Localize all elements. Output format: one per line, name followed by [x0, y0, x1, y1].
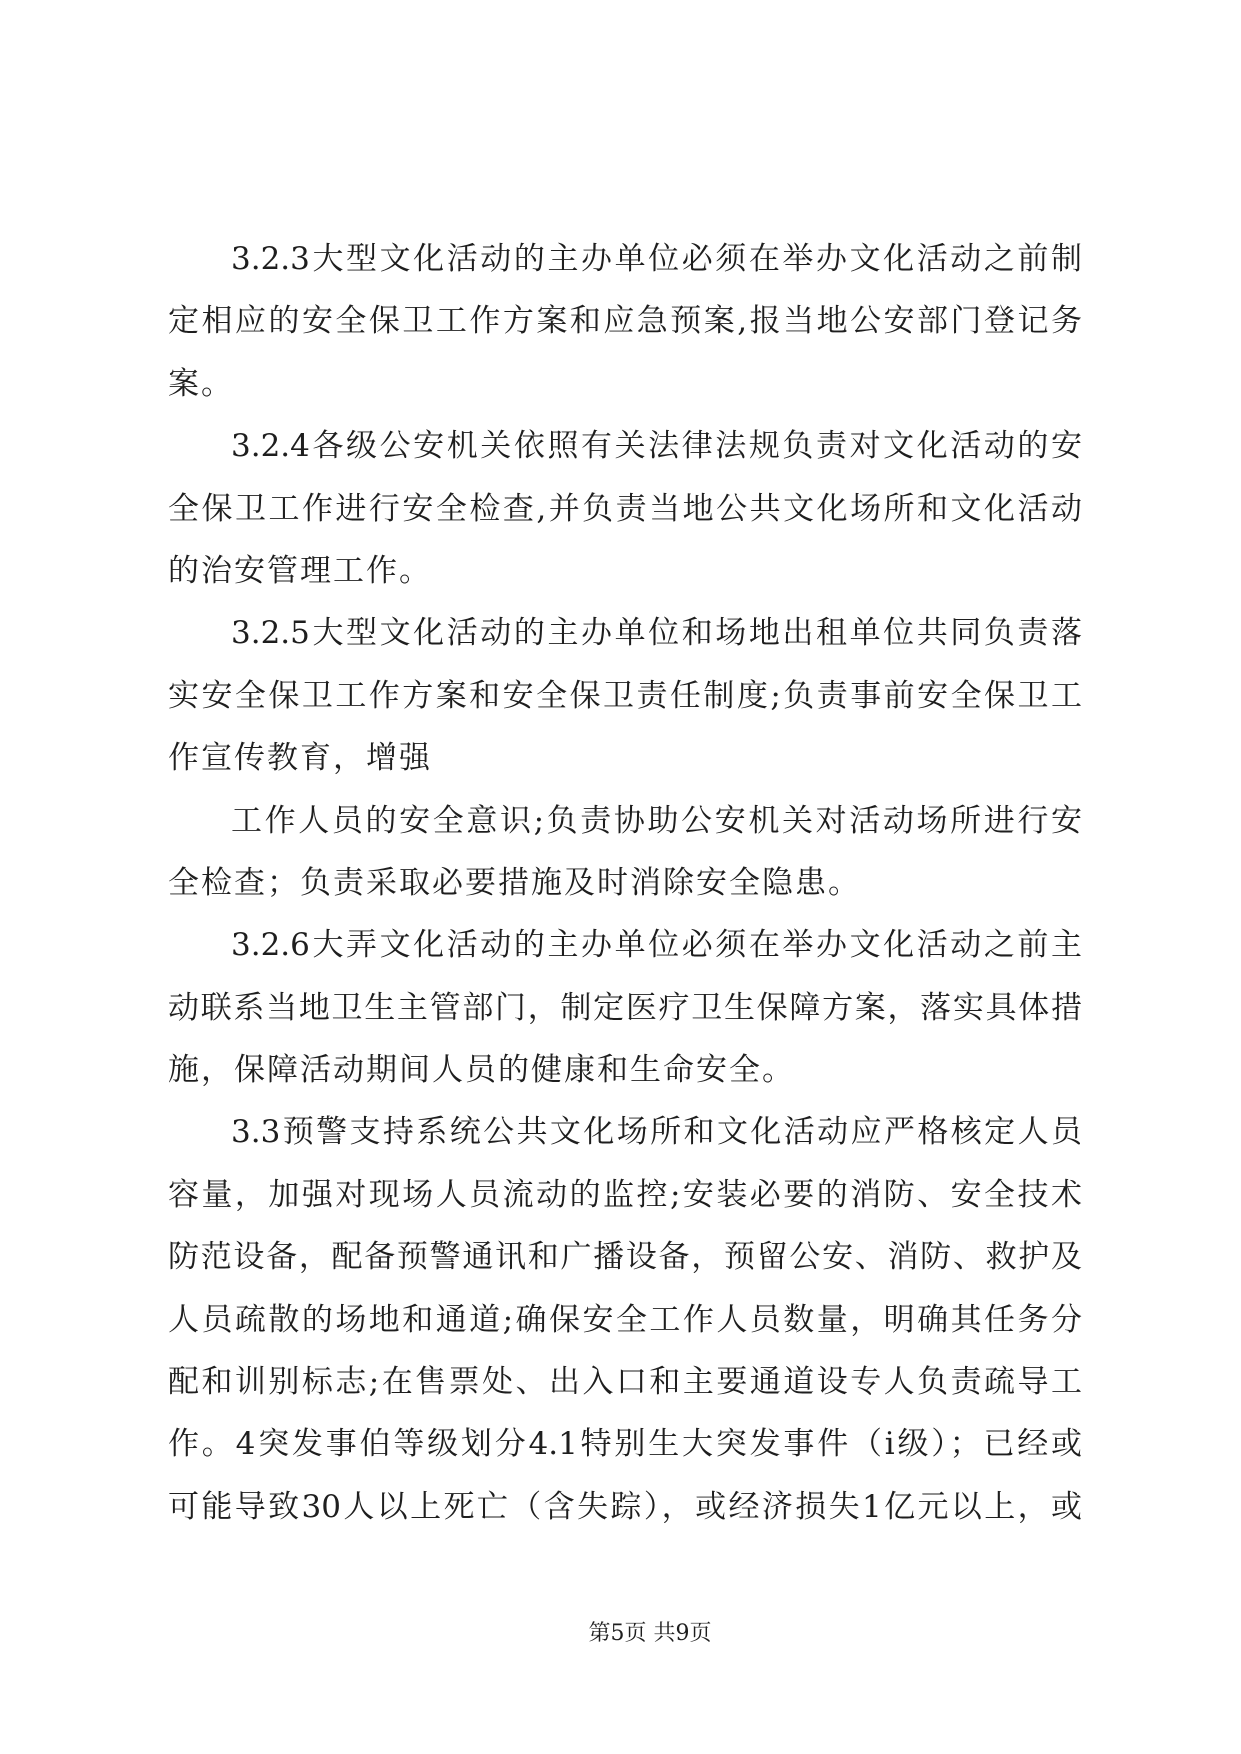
- paragraph-3-2-5-continued: [168, 790, 1082, 915]
- text-line: 3.2.6大弄文化活动的主办单位必须在举办文化活动之前主: [231, 927, 1082, 964]
- text-line: 3.3预警支持系统公共文化场所和文化活动应严格核定人员: [231, 1114, 1082, 1151]
- text-line: 配和训别标志;在售票处、出入口和主要通道设专人负责疏导工: [168, 1364, 1082, 1401]
- text-line: 3.2.3大型文化活动的主办单位必须在举办文化活动之前制: [231, 241, 1082, 277]
- text-line: 施，保障活动期间人员的健康和生命安全。: [168, 1052, 795, 1089]
- paragraph-3-2-4: [168, 415, 1082, 602]
- text-line: 动联系当地卫生主管部门，制定医疗卫生保障方案，落实具体措: [168, 989, 1082, 1026]
- text-line: 的治安管理工作。: [168, 552, 432, 589]
- text-line: 定相应的安全保卫工作方案和应急预案,报当地公安部门登记务: [168, 303, 1082, 340]
- text-line: 可能导致30人以上死亡（含失踪），或经济损失1亿元以上，或: [168, 1488, 1082, 1525]
- text-line: 全保卫工作进行安全检查,并负责当地公共文化场所和文化活动: [168, 490, 1082, 527]
- paragraph-3-3: [168, 1101, 1082, 1538]
- paragraph-3-2-3: [168, 228, 1082, 415]
- text-line: 作。4突发事伯等级划分4.1特别生大突发事件（i级）；已经或: [168, 1426, 1082, 1463]
- document-body: [168, 228, 1082, 1538]
- text-line: 全检查；负责采取必要措施及时消除安全隐患。: [168, 864, 861, 901]
- paragraph-3-2-5: [168, 602, 1082, 789]
- paragraph-3-2-6: [168, 914, 1082, 1101]
- text-line: 工作人员的安全意识;负责协助公安机关对活动场所进行安: [231, 802, 1082, 839]
- page-number-footer: 第5页 共9页: [588, 1621, 712, 1646]
- text-line: 防范设备，配备预警通讯和广播设备，预留公安、消防、救护及: [168, 1239, 1082, 1276]
- text-line: 3.2.5大型文化活动的主办单位和场地出租单位共同负责落: [231, 615, 1082, 652]
- text-line: 实安全保卫工作方案和安全保卫责任制度;负责事前安全保卫工: [168, 677, 1082, 714]
- text-line: 3.2.4各级公安机关依照有关法律法规负责对文化活动的安: [231, 428, 1082, 465]
- text-line: 作宣传教育，增强: [168, 740, 432, 777]
- text-line: 人员疏散的场地和通道;确保安全工作人员数量，明确其任务分: [168, 1301, 1082, 1338]
- text-line: 案。: [168, 365, 234, 402]
- text-line: 容量，加强对现场人员流动的监控;安装必要的消防、安全技术: [168, 1176, 1082, 1213]
